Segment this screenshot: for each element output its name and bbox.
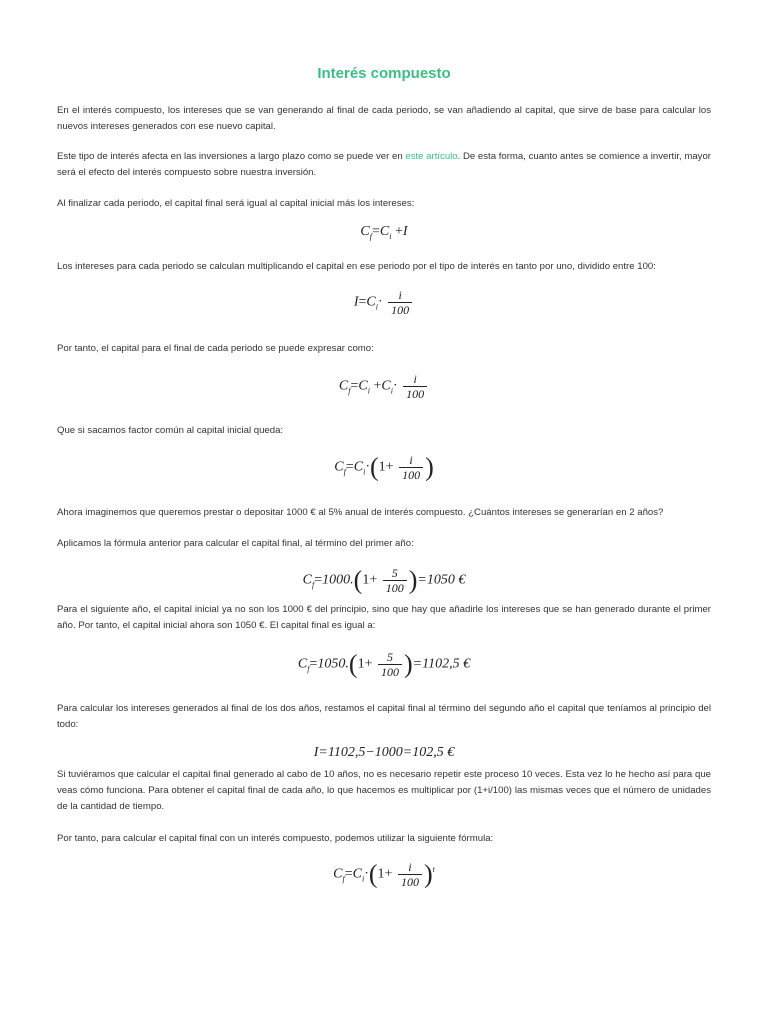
paragraph-intro: En el interés compuesto, los intereses que se van generando al final de cada periodo, se van añadiendo al capital, que sirve de base para calcular los nuevos intereses generados con ese nuevo capital. xyxy=(57,105,711,132)
fraction: $\frac{i}{100}$ xyxy=(403,372,427,401)
fraction: $\frac{5}{100}$ xyxy=(383,566,407,595)
paragraph-general-formula: Por tanto, para calcular el capital final con un interés compuesto, podemos utilizar la siguiente fórmula: xyxy=(57,833,494,844)
formula-first-year: $C_f=1000.(1+$ $\frac{5}{100}$ )=1050 € xyxy=(302,565,466,595)
formula-period-capital: $C_f=C_i +C_i\cdot$ $\frac{i}{100}$ xyxy=(0,372,768,401)
paragraph-text: Este tipo de interés afecta en las inversiones a largo plazo como se puede ver en xyxy=(57,151,406,162)
formula-final-capital: $C_f=C_i +I$ xyxy=(360,224,408,241)
paragraph-common-factor: Que si sacamos factor común al capital inicial queda: xyxy=(57,425,284,436)
paragraph-interest-calc: Los intereses para cada periodo se calculan multiplicando el capital en ese periodo por el tipo de interés en tanto por uno, dividido entre 100: xyxy=(57,261,656,272)
paragraph-ten-years: Si tuviéramos que calcular el capital final generado al cabo de 10 años, no es necesario repetir este proceso 10 veces. Esta vez lo he hecho así para que veas cómo funciona. Para obtener el capital final de cada año, lo que hacemos es multiplicar por (1+i/100) las mismas veces que el número de unidades de la cantidad de tiempo. xyxy=(57,769,711,812)
paragraph-example: Ahora imaginemos que queremos prestar o depositar 1000 € al 5% anual de interés compuesto. ¿Cuántos intereses se generarían en 2 años? xyxy=(57,507,664,518)
formula-second-year: $C_f=1050.(1+$ $\frac{5}{100}$ )=1102,5 € xyxy=(297,649,471,679)
fraction: $\frac{5}{100}$ xyxy=(378,650,402,679)
fraction: $\frac{i}{100}$ xyxy=(388,288,412,317)
paragraph-final-capital: Al finalizar cada periodo, el capital final será igual al capital inicial más los intereses: xyxy=(57,198,415,209)
paragraph-first-year: Aplicamos la fórmula anterior para calcular el capital final, al término del primer año: xyxy=(57,538,414,549)
paragraph-total-interest: Para calcular los intereses generados al final de los dos años, restamos el capital final al término del segundo año el capital que teníamos al principio del todo: xyxy=(57,703,711,730)
fraction: $\frac{i}{100}$ xyxy=(399,453,423,482)
formula-interest: $I=C_i\cdot$ $\frac{i}{100}$ xyxy=(0,288,768,317)
formula-total-interest: I=1102,5−1000=102,5 € xyxy=(313,745,455,760)
formula-common-factor: $C_f=C_i\cdot(1+$ $\frac{i}{100}$ ) xyxy=(334,452,434,482)
article-link[interactable]: este artículo xyxy=(405,151,458,162)
paragraph-long-term xyxy=(57,149,711,181)
paragraph-period-capital: Por tanto, el capital para el final de cada periodo se puede expresar como: xyxy=(57,343,374,354)
formula-general: $C_f=C_i\cdot(1+$ $\frac{i}{100}$ )$^t$ xyxy=(333,859,435,889)
page-title: Interés compuesto xyxy=(317,65,451,82)
fraction: $\frac{i}{100}$ xyxy=(398,860,422,889)
paragraph-second-year: Para el siguiente año, el capital inicial ya no son los 1000 € del principio, sino que hay que añadirle los intereses que se han generado durante el primer año. Por tanto, el capital inicial ahora son 1050 €. El capital final es igual a: xyxy=(57,604,711,631)
paragraph-text: . De esta forma, cuanto antes se comience a invertir, mayor será el efecto del interés compuesto sobre nuestra inversión. xyxy=(57,151,711,178)
